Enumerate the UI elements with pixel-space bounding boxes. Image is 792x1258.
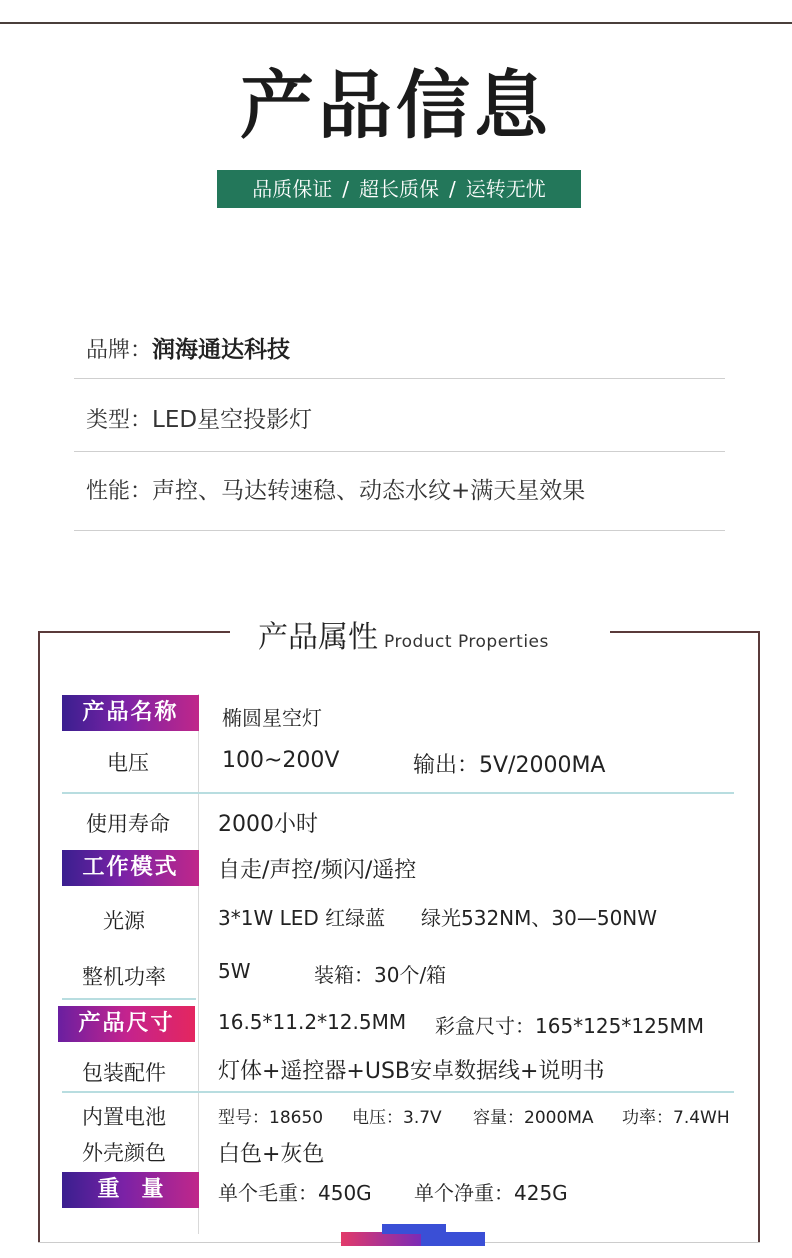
section-title-en: Product Properties (384, 632, 549, 652)
accessories-value: 灯体+遥控器+USB安卓数据线+说明书 (218, 1059, 605, 1084)
light-source-value: 3*1W LED 红绿蓝 (218, 906, 386, 930)
section-rule-left (38, 631, 230, 633)
power-label: 整机功率 (82, 965, 166, 989)
brand-label: 品牌： (86, 338, 153, 363)
tagline-separator: / (342, 177, 349, 201)
light-source-detail: 绿光532NM、30—50NW (421, 906, 658, 930)
info-divider (74, 451, 725, 452)
frame-right-border (758, 631, 760, 1243)
performance-label: 性能： (86, 479, 153, 504)
product-name-value: 椭圆星空灯 (222, 706, 322, 730)
battery-capacity: 容量：2000MA (473, 1108, 594, 1128)
page-title: 产品信息 (240, 63, 552, 149)
type-value: LED星空投影灯 (152, 407, 313, 433)
battery-label: 内置电池 (82, 1105, 166, 1129)
frame-left-border (38, 631, 40, 1243)
top-divider (0, 22, 792, 24)
type-row (86, 401, 312, 434)
net-weight-value: 单个净重：425G (414, 1181, 568, 1205)
shell-color-value: 白色+灰色 (218, 1142, 325, 1167)
packing-value: 装箱：30个/箱 (314, 963, 447, 987)
battery-voltage: 电压：3.7V (352, 1108, 442, 1128)
row-separator (62, 1091, 734, 1093)
footer-accent-bar (421, 1232, 485, 1246)
section-rule-right (610, 631, 760, 633)
battery-power: 功率：7.4WH (622, 1108, 730, 1128)
work-mode-badge: 工作模式 (62, 850, 199, 886)
row-separator (62, 792, 734, 794)
product-size-value: 16.5*11.2*12.5MM (218, 1010, 407, 1034)
gross-weight-value: 单个毛重：450G (218, 1181, 372, 1205)
product-size-badge: 产品尺寸 (58, 1006, 195, 1042)
gift-box-size-value: 彩盒尺寸：165*125*125MM (435, 1014, 705, 1038)
footer-accent-bar (382, 1224, 446, 1234)
life-value: 2000小时 (218, 812, 318, 837)
row-separator (62, 998, 196, 1000)
weight-badge: 重 量 (62, 1172, 199, 1208)
work-mode-value: 自走/声控/频闪/遥控 (218, 858, 417, 883)
section-title-zh: 产品属性 (258, 620, 378, 655)
brand-row (86, 331, 290, 364)
tagline-banner (217, 170, 581, 208)
voltage-label: 电压 (107, 751, 149, 775)
accessories-label: 包装配件 (82, 1061, 166, 1085)
voltage-value: 100~200V (222, 748, 340, 773)
output-value: 输出：5V/2000MA (413, 753, 606, 778)
column-divider (198, 694, 199, 1234)
light-source-label: 光源 (103, 909, 145, 933)
product-info-card (40, 268, 755, 568)
info-divider (74, 378, 725, 379)
battery-model: 型号：18650 (218, 1108, 324, 1128)
product-name-badge: 产品名称 (62, 695, 199, 731)
performance-value: 声控、马达转速稳、动态水纹+满天星效果 (152, 478, 586, 504)
footer-accent-bar (341, 1232, 421, 1246)
info-divider (74, 530, 725, 531)
tagline-separator: / (449, 177, 456, 201)
tagline-item-warranty: 超长质保 (359, 177, 439, 201)
tagline-item-worry-free: 运转无忧 (465, 177, 546, 201)
tagline-item-quality: 品质保证 (252, 177, 333, 201)
performance-row (86, 472, 585, 505)
power-value: 5W (218, 959, 251, 983)
section-title (258, 612, 549, 656)
brand-value: 润海通达科技 (152, 337, 291, 363)
life-label: 使用寿命 (86, 812, 170, 836)
type-label: 类型： (86, 408, 153, 433)
shell-color-label: 外壳颜色 (82, 1141, 166, 1165)
